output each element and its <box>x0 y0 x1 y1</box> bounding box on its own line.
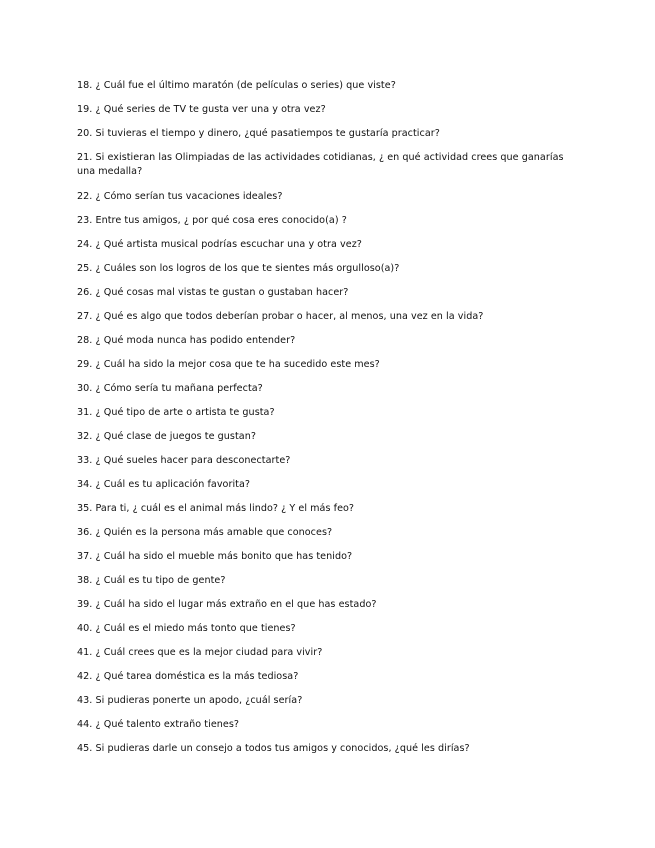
question-38: 38. ¿ Cuál es tu tipo de gente? <box>77 575 226 586</box>
question-24: 24. ¿ Qué artista musical podrías escuchar una y otra vez? <box>77 239 362 250</box>
question-20: 20. Si tuvieras el tiempo y dinero, ¿qué pasatiempos te gustaría practicar? <box>77 128 440 139</box>
question-30: 30. ¿ Cómo sería tu mañana perfecta? <box>77 383 263 394</box>
question-22: 22. ¿ Cómo serían tus vacaciones ideales? <box>77 191 283 202</box>
question-42: 42. ¿ Qué tarea doméstica es la más tediosa? <box>77 671 299 682</box>
question-36: 36. ¿ Quién es la persona más amable que conoces? <box>77 527 333 538</box>
question-41: 41. ¿ Cuál crees que es la mejor ciudad para vivir? <box>77 647 323 658</box>
question-18: 18. ¿ Cuál fue el último maratón (de películas o series) que viste? <box>77 80 396 91</box>
question-34: 34. ¿ Cuál es tu aplicación favorita? <box>77 479 251 490</box>
question-23: 23. Entre tus amigos, ¿ por qué cosa eres conocido(a) ? <box>77 215 347 226</box>
question-28: 28. ¿ Qué moda nunca has podido entender? <box>77 335 296 346</box>
question-33: 33. ¿ Qué sueles hacer para desconectarte? <box>77 455 291 466</box>
question-39: 39. ¿ Cuál ha sido el lugar más extraño en el que has estado? <box>77 599 377 610</box>
question-27: 27. ¿ Qué es algo que todos deberían probar o hacer, al menos, una vez en la vida? <box>77 311 484 322</box>
question-44: 44. ¿ Qué talento extraño tienes? <box>77 719 240 730</box>
question-list <box>77 79 577 766</box>
question-25: 25. ¿ Cuáles son los logros de los que te sientes más orgulloso(a)? <box>77 263 400 274</box>
question-43: 43. Si pudieras ponerte un apodo, ¿cuál sería? <box>77 695 303 706</box>
question-26: 26. ¿ Qué cosas mal vistas te gustan o gustaban hacer? <box>77 287 349 298</box>
question-37: 37. ¿ Cuál ha sido el mueble más bonito que has tenido? <box>77 551 353 562</box>
question-40: 40. ¿ Cuál es el miedo más tonto que tienes? <box>77 623 296 634</box>
question-35: 35. Para ti, ¿ cuál es el animal más lindo? ¿ Y el más feo? <box>77 503 355 514</box>
question-21: 21. Si existieran las Olimpiadas de las actividades cotidianas, ¿ en qué actividad crees que ganarías una medalla? <box>77 152 564 177</box>
question-32: 32. ¿ Qué clase de juegos te gustan? <box>77 431 256 442</box>
question-19: 19. ¿ Qué series de TV te gusta ver una y otra vez? <box>77 104 326 115</box>
question-31: 31. ¿ Qué tipo de arte o artista te gusta? <box>77 407 275 418</box>
question-29: 29. ¿ Cuál ha sido la mejor cosa que te ha sucedido este mes? <box>77 359 380 370</box>
question-45: 45. Si pudieras darle un consejo a todos tus amigos y conocidos, ¿qué les dirías? <box>77 743 470 754</box>
